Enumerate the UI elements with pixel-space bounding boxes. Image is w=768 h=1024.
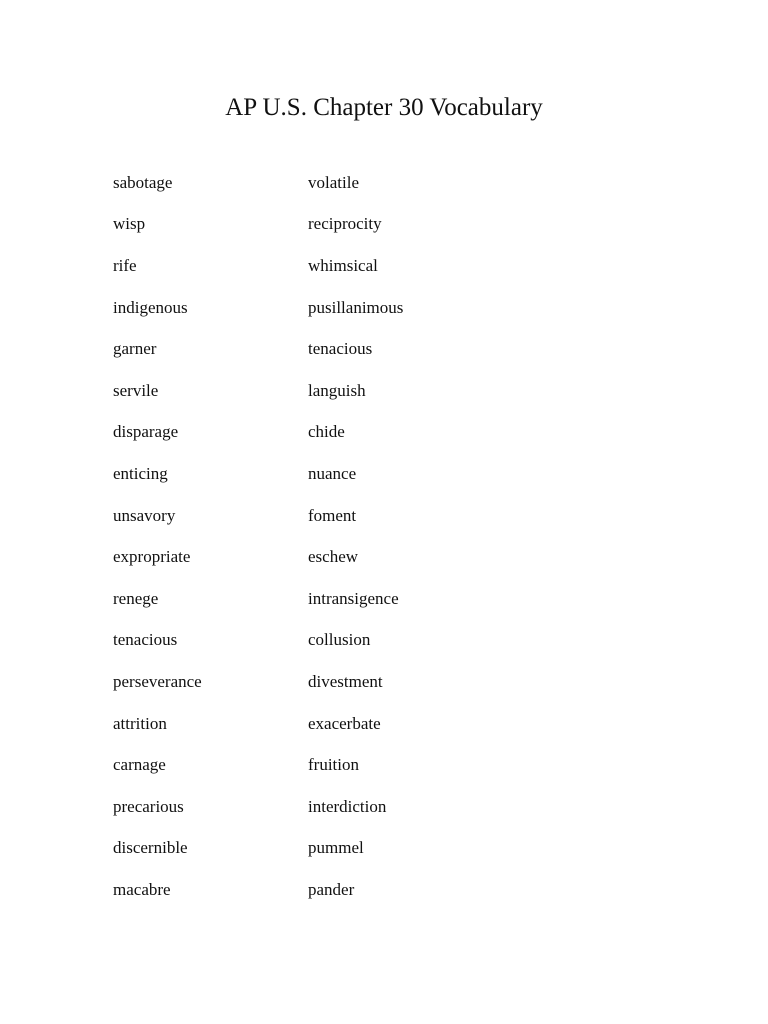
vocabulary-word-left: perseverance xyxy=(113,671,202,691)
vocabulary-row xyxy=(113,703,533,745)
vocabulary-word-left: sabotage xyxy=(113,172,173,192)
vocabulary-row xyxy=(113,287,533,329)
vocabulary-word-left: tenacious xyxy=(113,630,178,650)
vocabulary-word-left: enticing xyxy=(113,463,168,483)
vocabulary-word-right: eschew xyxy=(308,547,359,567)
vocabulary-row xyxy=(113,786,533,828)
vocabulary-word-left: servile xyxy=(113,380,159,400)
vocabulary-word-right: chide xyxy=(308,422,345,442)
vocabulary-word-right: pander xyxy=(308,879,355,899)
vocabulary-word-right: interdiction xyxy=(308,796,387,816)
vocabulary-word-right: pummel xyxy=(308,838,364,858)
vocabulary-word-right: reciprocity xyxy=(308,214,382,234)
page-title: AP U.S. Chapter 30 Vocabulary xyxy=(225,94,543,121)
vocabulary-word-left: renege xyxy=(113,588,159,608)
vocabulary-word-left: disparage xyxy=(113,422,179,442)
vocabulary-word-right: intransigence xyxy=(308,588,399,608)
vocabulary-word-left: indigenous xyxy=(113,297,188,317)
vocabulary-row xyxy=(113,245,533,287)
vocabulary-word-right: exacerbate xyxy=(308,713,381,733)
vocabulary-word-right: divestment xyxy=(308,671,383,691)
vocabulary-word-right: pusillanimous xyxy=(308,297,404,317)
vocabulary-word-right: languish xyxy=(308,380,366,400)
vocabulary-row xyxy=(113,536,533,578)
vocabulary-row xyxy=(113,204,533,246)
vocabulary-word-left: wisp xyxy=(113,214,146,234)
vocabulary-word-right: foment xyxy=(308,505,357,525)
vocabulary-row xyxy=(113,328,533,370)
vocabulary-word-left: rife xyxy=(113,255,137,275)
vocabulary-word-left: unsavory xyxy=(113,505,176,525)
vocabulary-row xyxy=(113,412,533,454)
vocabulary-word-right: whimsical xyxy=(308,255,378,275)
vocabulary-row xyxy=(113,370,533,412)
vocabulary-word-right: volatile xyxy=(308,172,359,192)
vocabulary-word-left: attrition xyxy=(113,713,167,733)
vocabulary-row xyxy=(113,869,533,911)
vocabulary-word-left: expropriate xyxy=(113,547,191,567)
vocabulary-word-left: carnage xyxy=(113,755,166,775)
vocabulary-word-left: discernible xyxy=(113,838,188,858)
vocabulary-row xyxy=(113,162,533,204)
vocabulary-word-right: fruition xyxy=(308,755,359,775)
vocabulary-row xyxy=(113,828,533,870)
vocabulary-word-right: nuance xyxy=(308,463,357,483)
vocabulary-row xyxy=(113,620,533,662)
vocabulary-word-right: collusion xyxy=(308,630,371,650)
vocabulary-row xyxy=(113,578,533,620)
vocabulary-row xyxy=(113,744,533,786)
vocabulary-row xyxy=(113,495,533,537)
vocabulary-word-left: precarious xyxy=(113,796,184,816)
vocabulary-word-left: macabre xyxy=(113,879,171,899)
vocabulary-row xyxy=(113,661,533,703)
vocabulary-row xyxy=(113,453,533,495)
vocabulary-word-right: tenacious xyxy=(308,339,373,359)
vocabulary-word-left: garner xyxy=(113,339,157,359)
vocabulary-list xyxy=(113,162,533,911)
